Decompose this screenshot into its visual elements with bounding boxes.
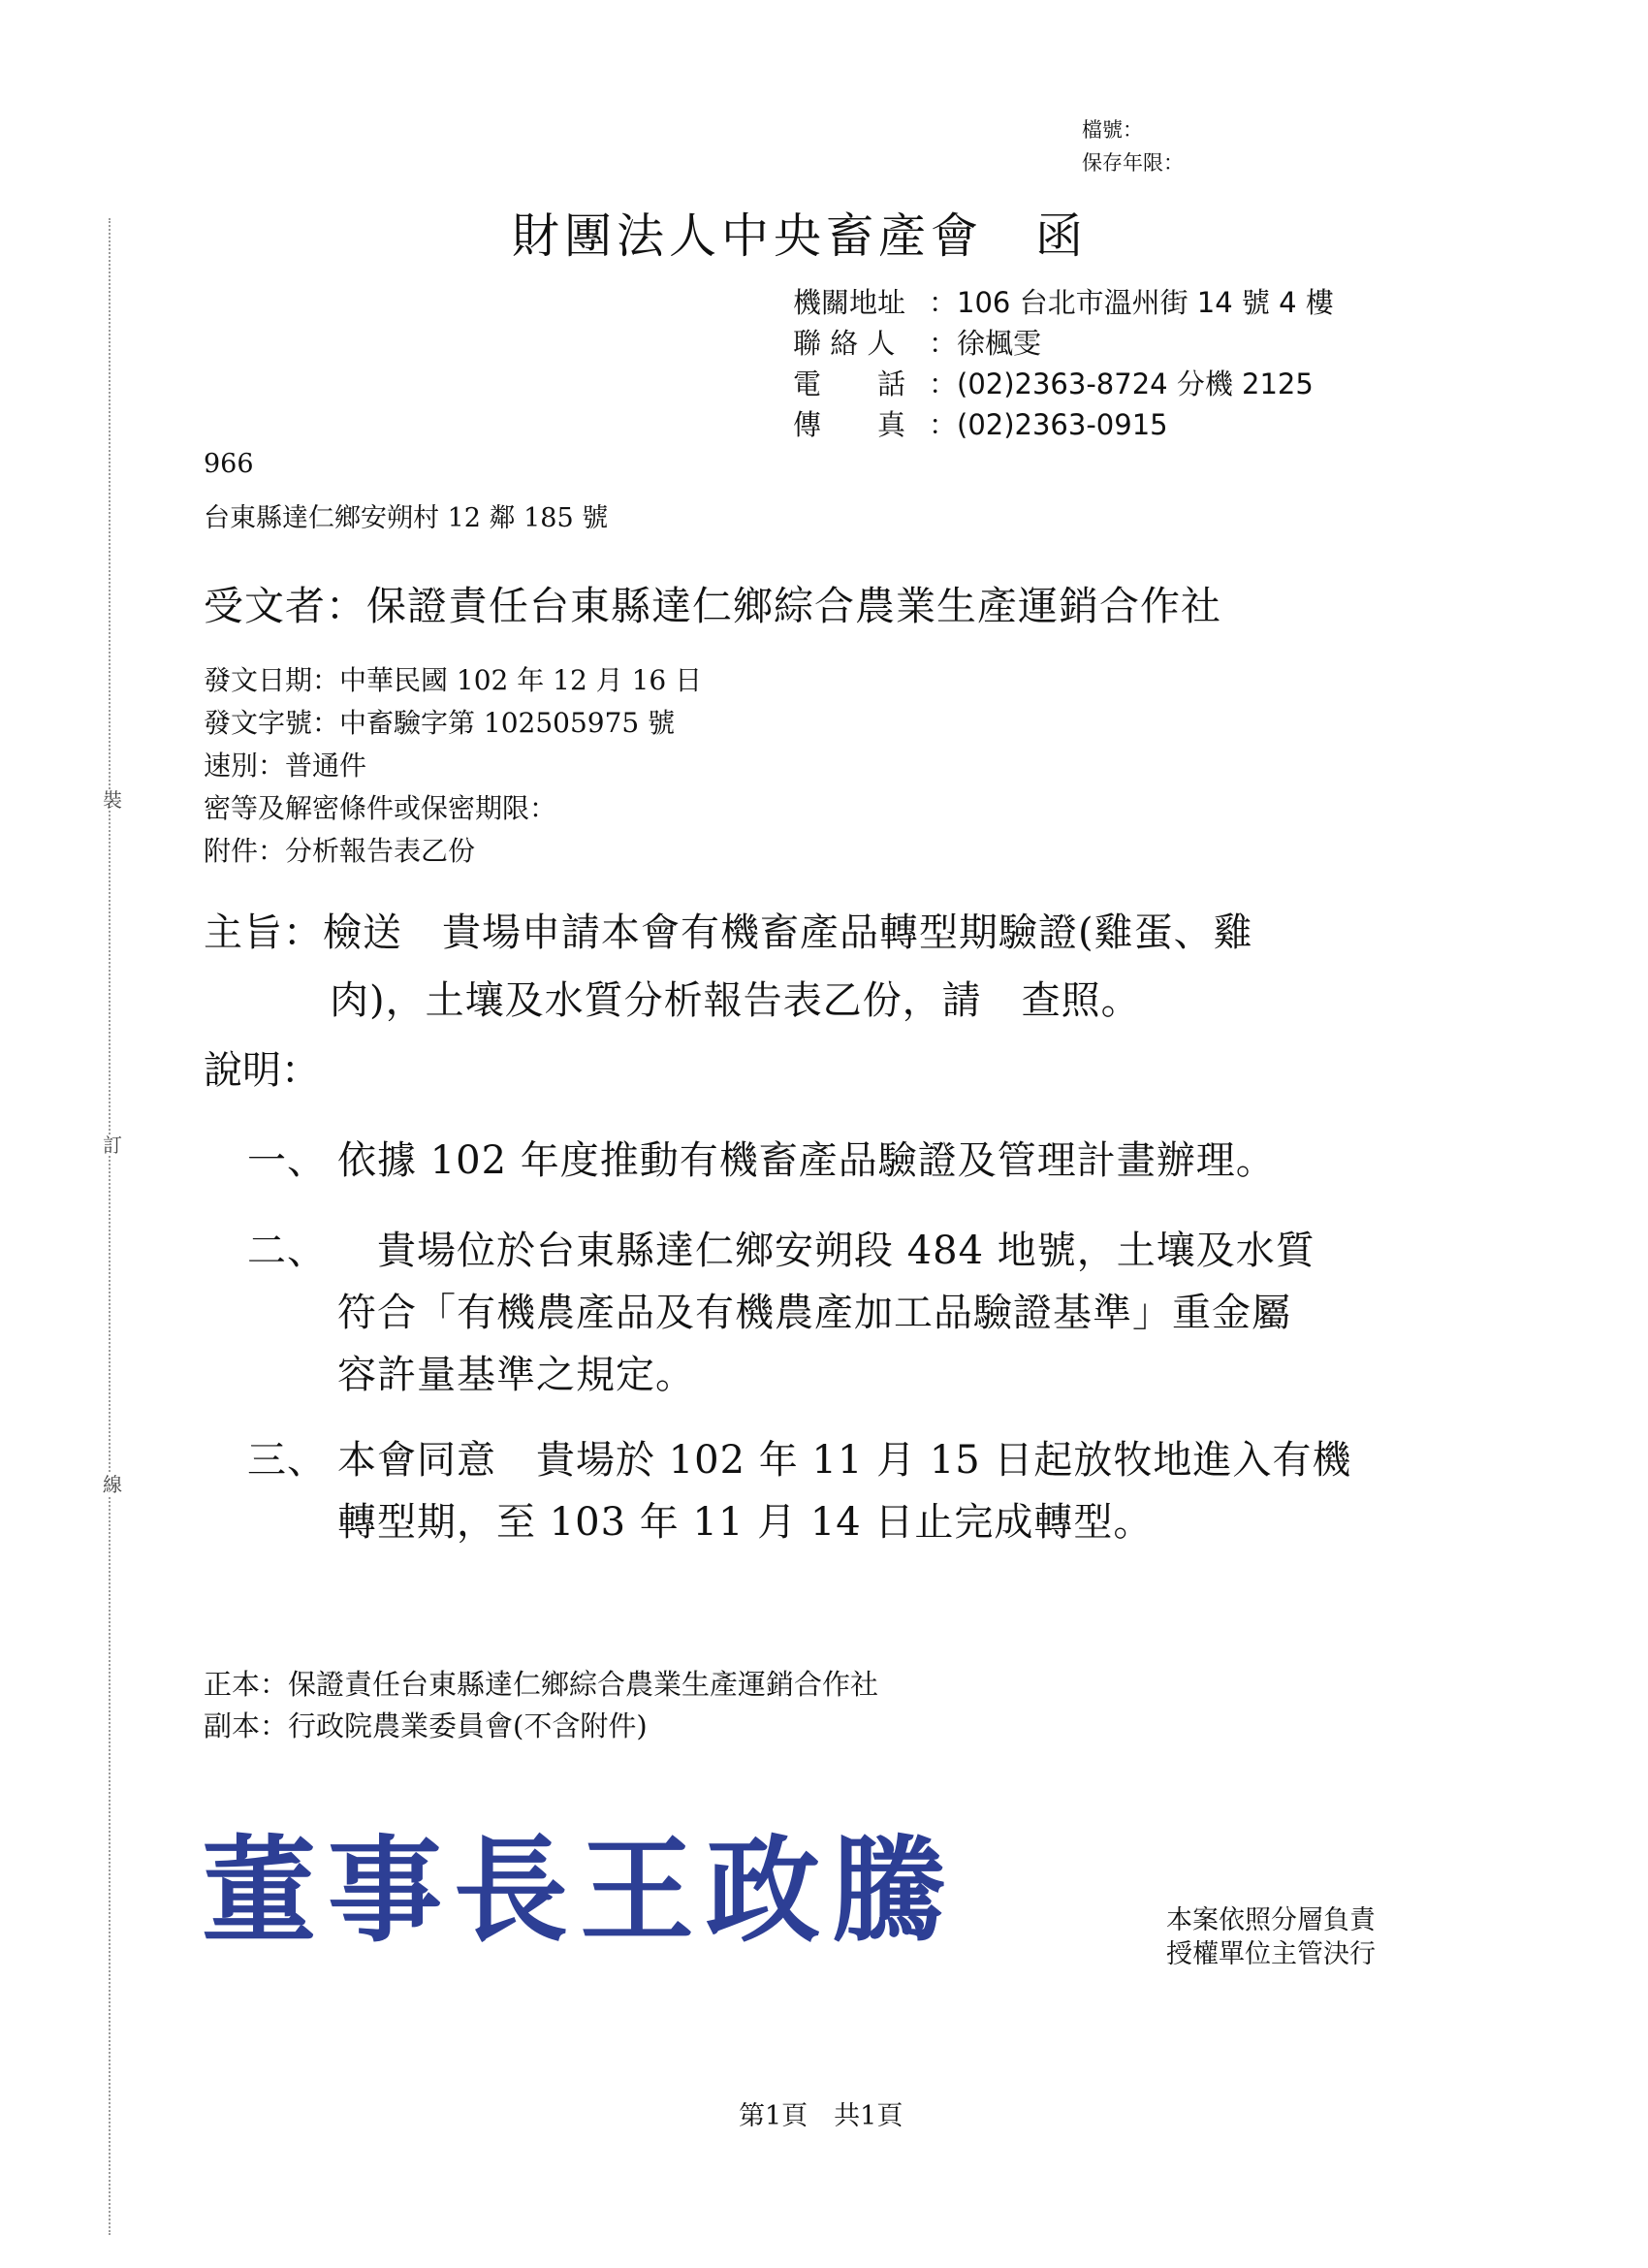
issue-date: 發文日期：中華民國 102 年 12 月 16 日 <box>204 664 703 696</box>
explanation-number-2: 二、 <box>247 1229 327 1273</box>
carbon-copy: 副本：行政院農業委員會(不含附件) <box>204 1709 648 1742</box>
recipient-address: 台東縣達仁鄉安朔村 12 鄰 185 號 <box>204 503 609 533</box>
contact-value: ：徐楓雯 <box>929 327 1042 360</box>
contact-phone <box>793 363 1314 402</box>
explanation-3-line-2: 轉型期，至 103 年 11 月 14 日止完成轉型。 <box>337 1500 1154 1545</box>
explanation-heading: 說明： <box>204 1048 320 1093</box>
contact-label: 電 話 <box>793 367 906 400</box>
attachment: 附件：分析報告表乙份 <box>204 835 476 867</box>
explanation-number-3: 三、 <box>247 1438 327 1483</box>
contact-label: 機關地址 <box>793 286 906 319</box>
binding-line <box>109 218 111 2235</box>
retention-period-label: 保存年限： <box>1082 151 1184 175</box>
original-recipient: 正本：保證責任台東縣達仁鄉綜合農業生產運銷合作社 <box>204 1668 879 1701</box>
postal-code: 966 <box>204 449 254 479</box>
contact-label: 傳 真 <box>793 408 906 441</box>
contact-address <box>793 281 1334 321</box>
explanation-2-line-2: 符合「有機農產品及有機農產加工品驗證基準」重金屬 <box>337 1291 1291 1335</box>
binding-mark-zhuang: 裝 <box>103 788 122 812</box>
document-number: 發文字號：中畜驗字第 102505975 號 <box>204 707 676 739</box>
explanation-1-line-1: 依據 102 年度推動有機畜產品驗證及管理計畫辦理。 <box>337 1138 1276 1183</box>
explanation-2-line-3: 容許量基準之規定。 <box>337 1353 695 1397</box>
binding-mark-xian: 線 <box>103 1473 122 1496</box>
contact-value: ：(02)2363-0915 <box>929 408 1168 441</box>
document-title: 財團法人中央畜產會 函 <box>512 208 1089 264</box>
chairman-seal: 董事長王政騰 <box>202 1823 959 1958</box>
page-indicator: 第1頁 共1頁 <box>739 2101 903 2131</box>
binding-mark-ding: 訂 <box>103 1134 122 1157</box>
contact-fax <box>793 403 1168 443</box>
contact-value: ：106 台北市溫州街 14 號 4 樓 <box>929 286 1334 319</box>
file-number-label: 檔號： <box>1082 118 1143 142</box>
subject-line-2: 肉)，土壤及水質分析報告表乙份，請 查照。 <box>330 978 1141 1023</box>
contact-label: 聯 絡 人 <box>793 327 896 360</box>
subject-line-1: 主旨：檢送 貴場申請本會有機畜產品轉型期驗證(雞蛋、雞 <box>204 910 1253 955</box>
contact-person <box>793 322 1041 362</box>
urgency: 速別：普通件 <box>204 750 367 782</box>
authority-note-line-1: 本案依照分層負責 <box>1166 1905 1376 1935</box>
explanation-2-line-1: 貴場位於台東縣達仁鄉安朔段 484 地號，土壤及水質 <box>337 1229 1315 1273</box>
recipient: 受文者：保證責任台東縣達仁鄉綜合農業生產運銷合作社 <box>204 583 1221 629</box>
confidentiality: 密等及解密條件或保密期限： <box>204 792 557 824</box>
contact-value: ：(02)2363-8724 分機 2125 <box>929 367 1314 400</box>
explanation-3-line-1: 本會同意 貴場於 102 年 11 月 15 日起放牧地進入有機 <box>337 1438 1352 1483</box>
authority-note-line-2: 授權單位主管決行 <box>1166 1939 1376 1969</box>
explanation-number-1: 一、 <box>247 1138 327 1183</box>
